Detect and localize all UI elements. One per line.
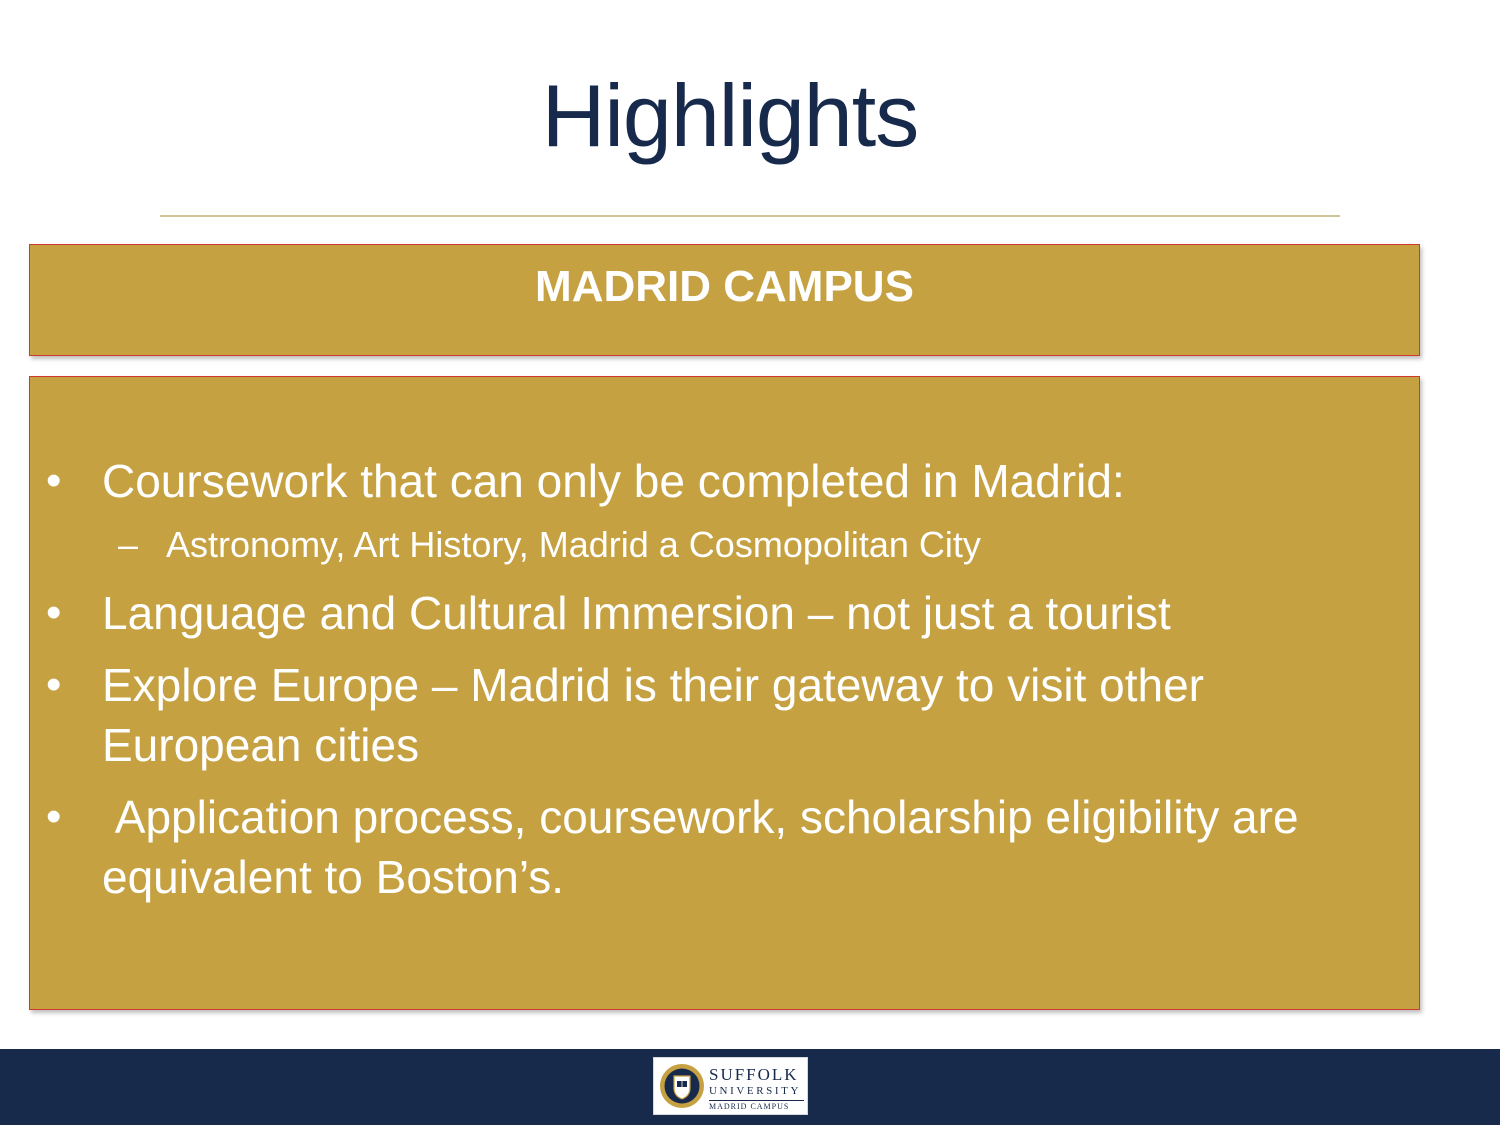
bullet-text: Language and Cultural Immersion – not just a tourist <box>102 587 1171 639</box>
bullet-marker: • <box>46 660 62 709</box>
campus-header-box <box>29 244 1420 356</box>
logo-wordmark-university: UNIVERSITY <box>709 1085 801 1097</box>
logo-wordmark-suffolk: SUFFOLK <box>709 1065 799 1084</box>
title-divider <box>160 215 1340 217</box>
sub-bullet-marker: – <box>118 524 139 565</box>
bullet-text: Explore Europe – Madrid is their gateway to visit other European cities <box>102 659 1204 771</box>
highlights-content-box <box>29 376 1420 1010</box>
bullet-marker: • <box>46 792 62 841</box>
university-seal-icon <box>658 1062 706 1110</box>
highlights-list <box>30 377 1419 1009</box>
slide-title: Highlights <box>541 66 919 165</box>
campus-header-text: MADRID CAMPUS <box>535 262 914 311</box>
bullet-text: Application process, coursework, scholarship eligibility are equivalent to Boston’s. <box>102 791 1312 903</box>
bullet-marker: • <box>46 456 62 505</box>
bullet-text: Coursework that can only be completed in Madrid: <box>102 455 1125 507</box>
footer-bar <box>0 1049 1500 1125</box>
suffolk-university-logo[interactable] <box>653 1057 808 1115</box>
bullet-marker: • <box>46 588 62 637</box>
logo-wordmark-campus: MADRID CAMPUS <box>709 1100 804 1111</box>
sub-bullet-text: Astronomy, Art History, Madrid a Cosmopolitan City <box>166 524 981 565</box>
